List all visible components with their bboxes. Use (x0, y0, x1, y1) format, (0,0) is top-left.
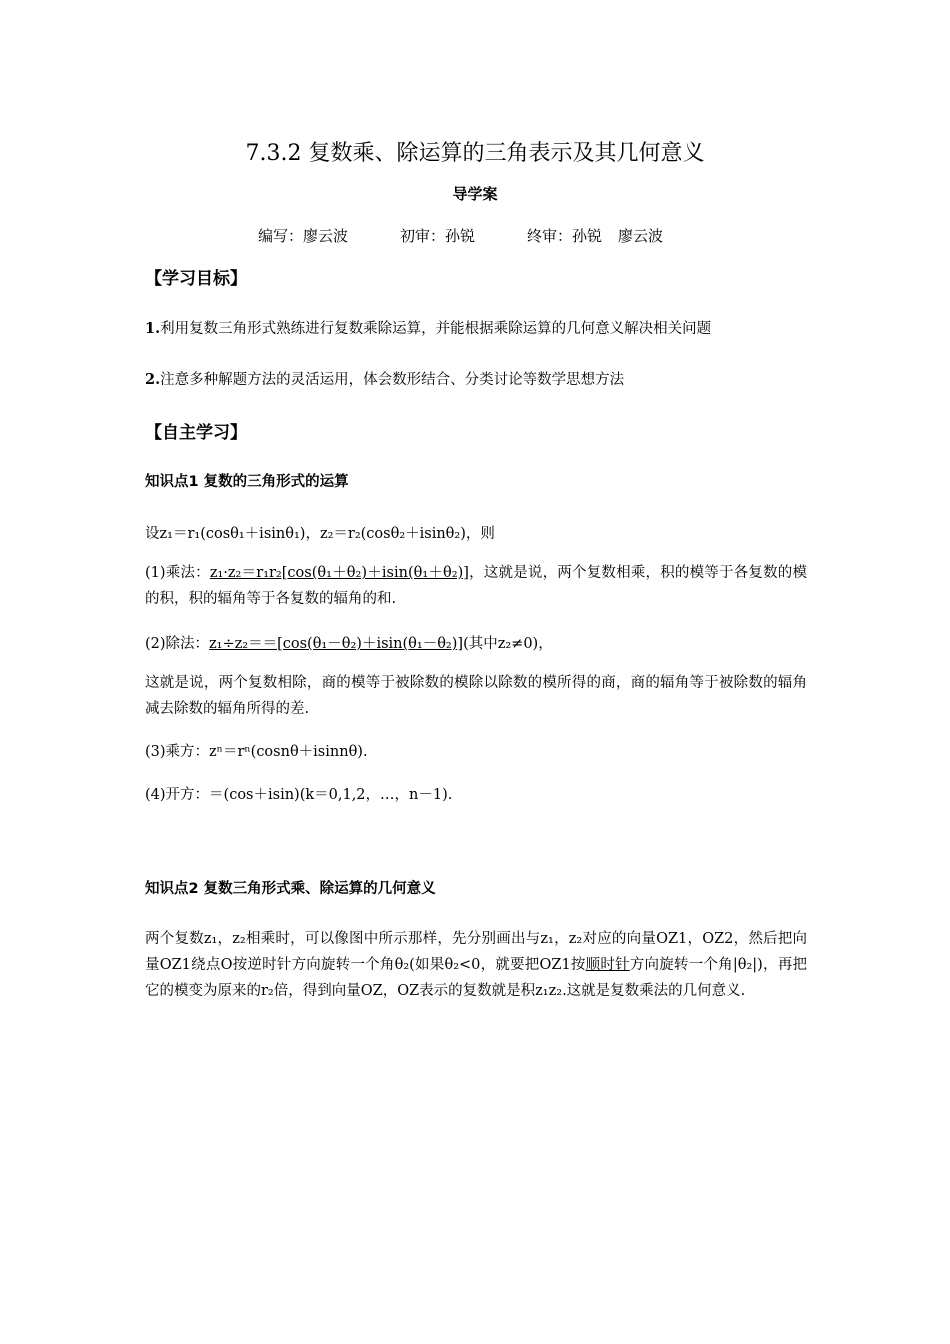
knowledge-point-2-title: 知识点2 复数三角形式乘、除运算的几何意义 (145, 881, 436, 897)
division-line (145, 632, 553, 653)
author: 编写：廖云波 (258, 227, 349, 245)
division-explanation: 这就是说，两个复数相除，商的模等于被除数的模除以除数的模所得的商，商的辐角等于被除数的辐角减去除数的辐角所得的差. (145, 675, 807, 717)
geometric-meaning-paragraph (145, 926, 807, 1004)
geometric-meaning-text-1: 两个复数z₁，z₂相乘时，可以像图中所示那样，先分别画出与z₁，z₂对应的向量OZ1，OZ2，然后把向量OZ1绕点O按逆时针方向旋转一个角θ₂(如果θ₂<0，就要把OZ1按 (145, 931, 807, 973)
knowledge-point-1-title: 知识点1 复数的三角形式的运算 (145, 474, 349, 490)
page-title: 7.3.2 复数乘、除运算的三角表示及其几何意义 (245, 141, 705, 166)
objective-1-text: 利用复数三角形式熟练进行复数乘除运算，并能根据乘除运算的几何意义解决相关问题 (160, 321, 712, 337)
multiplication-paragraph (145, 560, 807, 612)
root-line: (4)开方：＝(cos＋isin)(k＝0,1,2，…，n－1). (145, 787, 453, 803)
self-study-heading: 【自主学习】 (145, 423, 247, 443)
multiplication-formula: z₁·z₂＝r₁r₂[cos(θ₁＋θ₂)＋isin(θ₁＋θ₂)] (209, 565, 469, 581)
division-prefix: (2)除法： (145, 636, 210, 652)
final-reviewer: 终审：孙锐 (527, 227, 603, 245)
objective-1-number: 1. (145, 320, 161, 337)
multiplication-prefix: (1)乘法： (145, 565, 210, 581)
final-reviewer-2: 廖云波 (618, 227, 664, 245)
objective-2 (145, 368, 624, 389)
page-subtitle: 导学案 (452, 185, 498, 203)
objective-2-number: 2. (145, 371, 161, 388)
clockwise-term: 顺时针 (585, 957, 630, 973)
objective-2-text: 注意多种解题方法的灵活运用，体会数形结合、分类讨论等数学思想方法 (160, 372, 625, 388)
setup-line: 设z₁＝r₁(cosθ₁＋isinθ₁)，z₂＝r₂(cosθ₂＋isinθ₂)，则 (145, 526, 495, 542)
geometric-meaning-text-2: 方向旋转一个角|θ₂|)，再把它的模变为原来的r₂倍，得到向量OZ，OZ表示的复数就是积z₁z₂.这就是复数乘法的几何意义. (145, 957, 807, 999)
objectives-heading: 【学习目标】 (145, 269, 247, 289)
division-formula: z₁÷z₂＝＝[cos(θ₁－θ₂)＋isin(θ₁－θ₂)] (209, 636, 464, 652)
author-line (258, 225, 663, 246)
multiplication-explanation: ，这就是说，两个复数相乘，积的模等于各复数的模的积，积的辐角等于各复数的辐角的和. (145, 565, 807, 607)
first-reviewer: 初审：孙锐 (400, 227, 476, 245)
objective-1 (145, 317, 711, 338)
division-condition: (其中z₂≠0)， (463, 636, 553, 652)
power-line: (3)乘方：zⁿ＝rⁿ(cosnθ＋isinnθ). (145, 744, 368, 760)
